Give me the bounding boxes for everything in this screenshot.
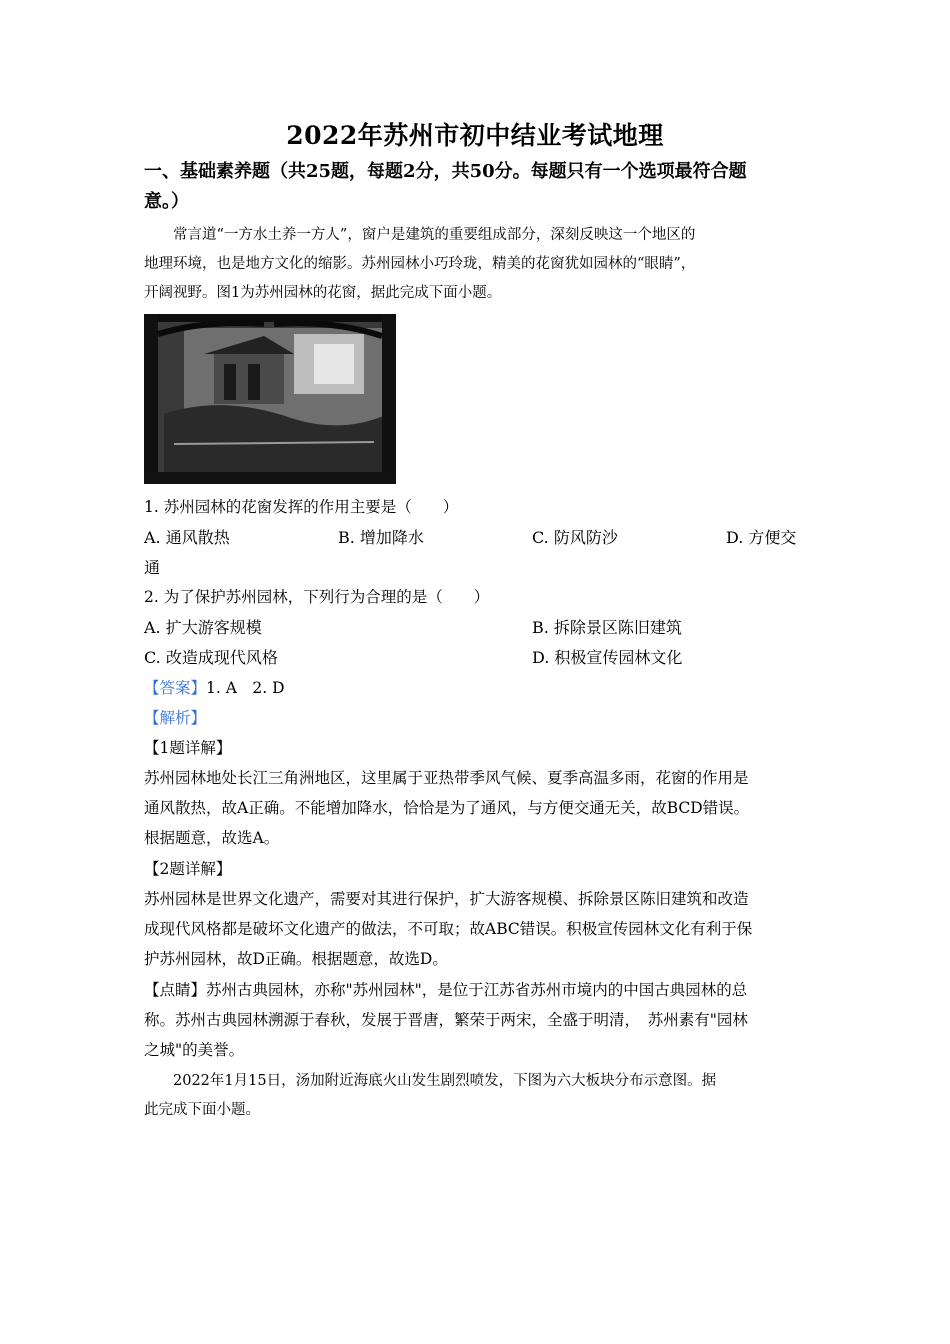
q1-option-d-wrap: 通: [144, 558, 161, 577]
answer-line: [144, 673, 814, 703]
question-1-stem: 1. 苏州园林的花窗发挥的作用主要是（ ）: [144, 498, 459, 516]
detail-2: 【2题详解】 苏州园林是世界文化遗产，需要对其进行保护，扩大游客规模、拆除景区陈旧建筑和改造 成现代风格都是破坏文化遗产的做法，不可取；故ABC错误。积极宣传园林文化有利于保 护苏州园林，故D正确。根据题意，故选D。: [144, 854, 814, 974]
section-heading: 一、基础素养题（共25题，每题2分，共50分。每题只有一个选项最符合题 意。）: [144, 161, 747, 212]
q2-option-c: C. 改造成现代风格: [144, 648, 278, 667]
analysis-tag: 【解析】: [144, 709, 207, 727]
detail-1-heading: 【1题详解】: [144, 739, 232, 757]
question-2-stem: 2. 为了保护苏州园林，下列行为合理的是（ ）: [144, 588, 490, 606]
detail-2-heading: 【2题详解】: [144, 860, 232, 878]
answer-tag: 【答案】: [144, 679, 207, 697]
tip-paragraph: 【点睛】苏州古典园林，亦称"苏州园林"，是位于江苏省苏州市境内的中国古典园林的总 称。苏州古典园林溯源于春秋，发展于晋唐，繁荣于两宋，全盛于明清， 苏州素有"园林 之城"的美誉。: [144, 981, 748, 1059]
garden-window-photo: [144, 314, 396, 484]
tip-tag: 【点睛】: [144, 981, 207, 999]
q1-option-d: D. 方便交: [726, 528, 797, 547]
q2-option-d: D. 积极宣传园林文化: [532, 648, 683, 667]
q2-option-a: A. 扩大游客规模: [144, 618, 262, 637]
intro-paragraph: 常言道“一方水土养一方人”，窗户是建筑的重要组成部分，深刻反映这一个地区的 地理环境，也是地方文化的缩影。苏州园林小巧玲珑，精美的花窗犹如园林的“眼睛”， 开阔视野。图1为苏州园林的花窗，据此完成下面小题。: [144, 227, 696, 301]
intro-2-paragraph: 2022年1月15日，汤加附近海底火山发生剧烈喷发，下图为六大板块分布示意图。据 此完成下面小题。: [144, 1073, 717, 1118]
q1-option-c: C. 防风防沙: [532, 528, 618, 547]
q1-option-a: A. 通风散热: [144, 528, 230, 547]
page-title: 2022年苏州市初中结业考试地理: [286, 121, 664, 150]
analysis-line: [144, 703, 814, 733]
q2-option-b: B. 拆除景区陈旧建筑: [532, 618, 682, 637]
answer-text: 1. A 2. D: [206, 679, 285, 697]
garden-window-image: [144, 314, 396, 484]
q1-option-b: B. 增加降水: [338, 528, 424, 547]
detail-1: 【1题详解】 苏州园林地处长江三角洲地区，这里属于亚热带季风气候、夏季高温多雨，花窗的作用是 通风散热，故A正确。不能增加降水，恰恰是为了通风，与方便交通无关，故BCD错误。 根据题意，故选A。: [144, 733, 814, 853]
